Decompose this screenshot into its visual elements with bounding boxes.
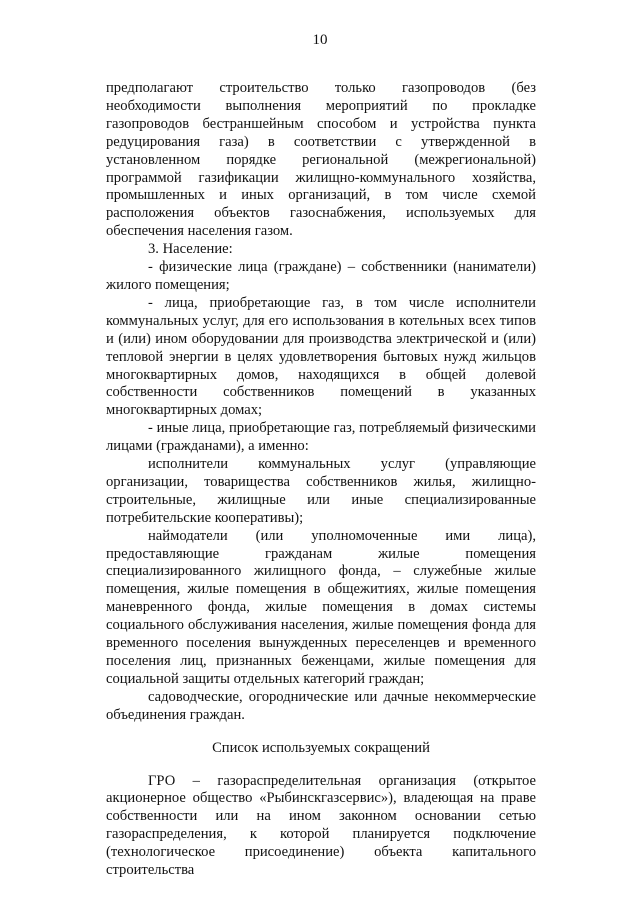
- abbreviation-gro: ГРО – газораспределительная организация (открытое акционерное общество «Рыбинскгазсервис»), владеющая на праве собственности или на ином законном основании сетью газораспределения, к которой планируется подключение (технологическое присоединение) объекта капитального строительства: [106, 772, 536, 879]
- section-heading: Список используемых сокращений: [212, 739, 430, 756]
- paragraph-landlords: наймодатели (или уполномоченные ими лица), предоставляющие гражданам жилые помещения специализированного жилищного фонда, – служебные жилые помещения, жилые помещения в общежитиях, жилые помещения маневренного фонда, жилые помещения в домах системы социального обслуживания населения, жилые помещения фонда для временного поселения вынужденных переселенцев и временного поселения лиц, признанных беженцами, жилые помещения для социальной защиты отдельных категорий граждан;: [106, 527, 536, 687]
- paragraph-utility-providers: исполнители коммунальных услуг (управляющие организации, товарищества собственников жилья, жилищно-строительные, жилищные или иные специализированные потребительские кооперативы);: [106, 456, 536, 526]
- paragraph-population-heading: 3. Население:: [148, 241, 233, 258]
- paragraph-gas-buyers: - лица, приобретающие газ, в том числе исполнители коммунальных услуг, для его использования в котельных всех типов и (или) ином оборудовании для производства электрической и (или) тепловой энергии в целях удовлетворения бытовых нужд жильцов многоквартирных домов, находящихся в общей долевой собственности собственников помещений в указанных многоквартирных домах;: [106, 294, 536, 419]
- page-number: 10: [312, 32, 328, 48]
- body-text: [106, 80, 536, 880]
- paragraph-continuation: предполагают строительство только газопроводов (без необходимости выполнения мероприятий по прокладке газопроводов бестраншейным способом и устройства пункта редуцирования газа) в соответствии с утвержденной в установленном порядке региональной (межрегиональной) программой газификации жилищно-коммунального хозяйства, промышленных и иных организаций, в том числе схемой расположения объектов газоснабжения, используемых для обеспечения населения газом.: [106, 80, 536, 240]
- paragraph-other-persons: - иные лица, приобретающие газ, потребляемый физическими лицами (гражданами), а именно:: [106, 420, 536, 455]
- paragraph-associations: садоводческие, огороднические или дачные некоммерческие объединения граждан.: [106, 688, 536, 723]
- paragraph-individuals: - физические лица (граждане) – собственники (наниматели) жилого помещения;: [106, 259, 536, 293]
